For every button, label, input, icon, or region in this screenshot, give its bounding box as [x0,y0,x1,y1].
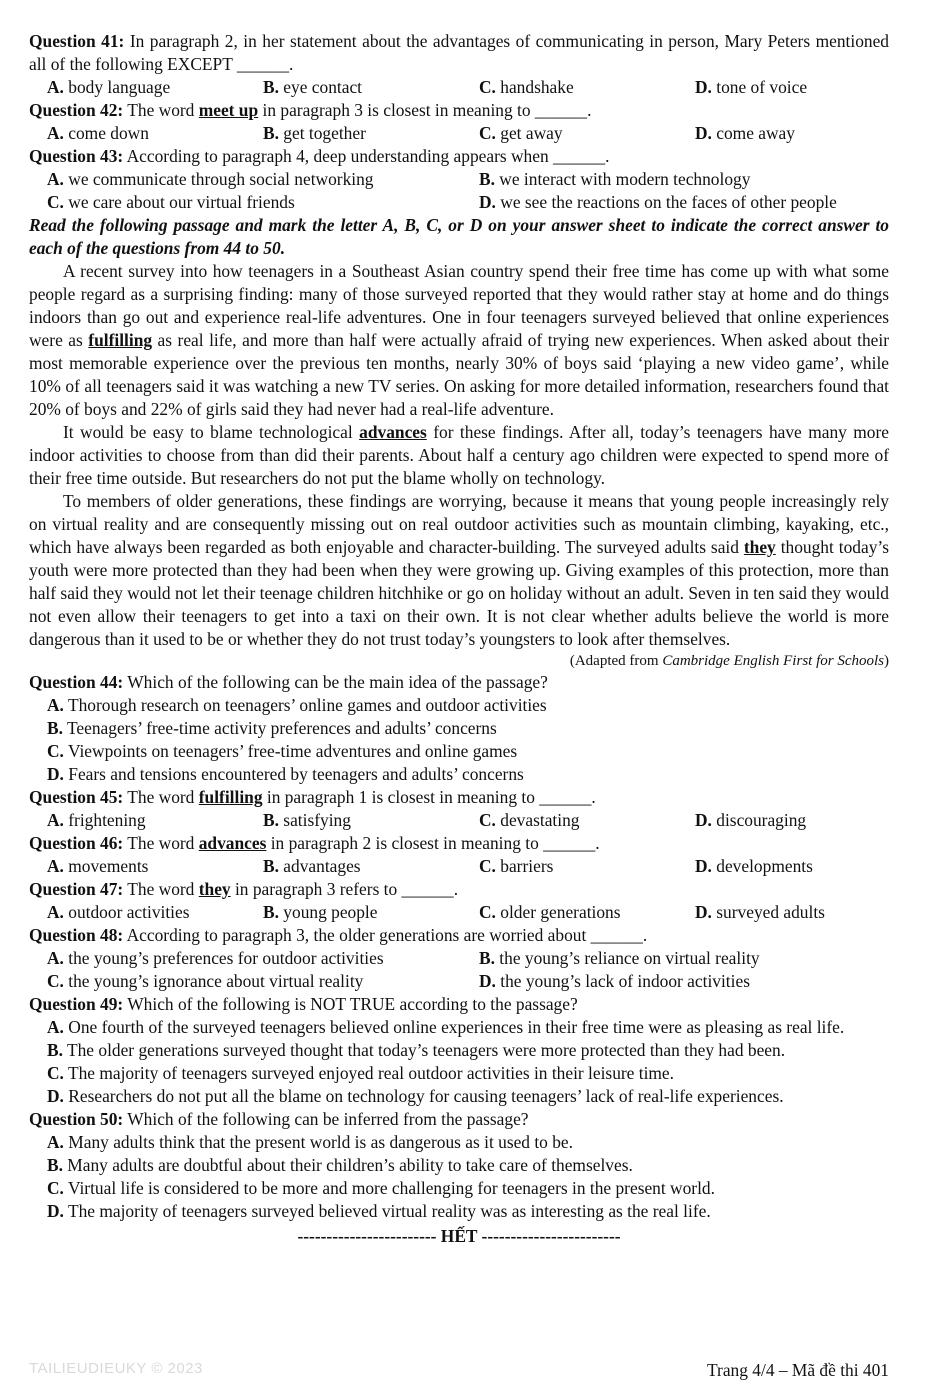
question-41 [29,30,889,76]
question-stem-pre: The word [123,100,199,120]
option-letter: D. [695,810,712,830]
option-letter: D. [695,856,712,876]
option-letter: A. [47,77,64,97]
question-stem: Which of the following is NOT TRUE according to the passage? [123,994,578,1014]
option-text: Virtual life is considered to be more and more challenging for teenagers in the present world. [63,1178,715,1198]
question-stem-pre: The word [123,787,199,807]
option-a[interactable] [47,947,479,970]
question-50 [29,1108,889,1131]
option-letter: A. [47,902,64,922]
question-label: Question 44: [29,672,124,692]
option-letter: A. [47,948,64,968]
option-a[interactable] [47,809,263,832]
option-text: Researchers do not put all the blame on technology for causing teenagers’ lack of real-life experiences. [63,1086,784,1106]
option-letter: A. [47,695,64,715]
question-stem-post: in paragraph 3 is closest in meaning to ______. [258,100,592,120]
option-letter: D. [479,192,496,212]
question-label: Question 41: [29,31,125,51]
option-letter: A. [47,123,64,143]
passage-text: To members of older generations, these findings are worrying, because it means that young people increasingly rely on virtual reality and are consequently missing out on real outdoor activities such as mountain climbing, kayaking, etc., which have always been regarded as both enjoyable and character-building. The surveyed adults said [29,491,889,557]
passage-text: It would be easy to blame technological [63,422,360,442]
option-text: tone of voice [711,77,808,97]
question-label: Question 49: [29,994,124,1014]
options-46 [29,855,889,878]
option-b[interactable] [263,855,479,878]
option-letter: A. [47,856,64,876]
option-d[interactable] [695,76,807,99]
option-letter: B. [263,856,279,876]
option-d[interactable] [695,901,825,924]
option-text: movements [63,856,149,876]
option-letter: C. [479,810,496,830]
option-text: One fourth of the surveyed teenagers believed online experiences in their free time were as pleasing as real life. [63,1017,845,1037]
option-letter: D. [695,902,712,922]
passage-text: as real life, and more than half were actually afraid of trying new experiences. When asked about their most memorable experience over the previous ten months, nearly 30% of boys said ‘playing a new video game’, while 10% of all teenagers said it was watching a new TV series. On asking for more detailed information, researchers found that 20% of boys and 22% of girls said they had never had a real-life adventure. [29,330,889,419]
question-42 [29,99,889,122]
options-48-row1 [29,947,889,970]
option-letter: A. [47,1017,64,1037]
options-41 [29,76,889,99]
passage-paragraph-1 [29,260,889,421]
options-43-row2 [29,191,889,214]
question-stem-pre: The word [123,879,199,899]
options-43-row1 [29,168,889,191]
question-stem-post: in paragraph 3 refers to ______. [230,879,459,899]
options-45 [29,809,889,832]
option-text: come away [711,123,795,143]
option-b[interactable] [29,717,889,740]
question-stem: According to paragraph 3, the older generations are worried about ______. [123,925,648,945]
option-text: Fears and tensions encountered by teenagers and adults’ concerns [63,764,524,784]
watermark: TAILIEUDIEUKY © 2023 [29,1360,203,1377]
option-b[interactable] [263,901,479,924]
option-letter: D. [47,1201,64,1221]
options-48-row2 [29,970,889,993]
option-text: the young’s ignorance about virtual reality [63,971,364,991]
option-letter: C. [479,856,496,876]
option-letter: A. [47,810,64,830]
highlighted-word: fulfilling [198,787,263,807]
passage-text: A recent survey into how teenagers in a Southeast Asian country spend their free time has come up with what some people regard as a surprising finding: many of those surveyed reported that they would rather stay at home and do things indoors than go out and experience real-life adventures. One in four teenagers surveyed believed that online experiences were as [29,261,889,350]
question-label: Question 42: [29,100,124,120]
option-d[interactable] [479,191,837,214]
option-text: we communicate through social networking [63,169,374,189]
option-text: we see the reactions on the faces of other people [495,192,837,212]
option-c[interactable] [47,191,479,214]
option-letter: C. [479,77,496,97]
option-text: advantages [278,856,361,876]
passage-paragraph-2 [29,421,889,490]
option-text: The majority of teenagers surveyed enjoyed real outdoor activities in their leisure time. [63,1063,675,1083]
option-text: frightening [63,810,146,830]
option-text: surveyed adults [711,902,825,922]
highlighted-word: they [743,537,776,557]
option-c[interactable] [29,1177,889,1200]
highlighted-word: they [198,879,231,899]
option-text: outdoor activities [63,902,190,922]
option-d[interactable] [29,1200,889,1223]
question-44 [29,671,889,694]
question-stem: According to paragraph 4, deep understanding appears when ______. [123,146,610,166]
source-suffix: ) [884,653,889,669]
source-prefix: (Adapted from [569,653,663,669]
option-d[interactable] [29,1085,889,1108]
option-letter: D. [695,123,712,143]
question-stem-post: in paragraph 1 is closest in meaning to ______. [262,787,596,807]
option-letter: B. [47,718,63,738]
question-stem: Which of the following can be inferred from the passage? [123,1109,529,1129]
option-text: satisfying [278,810,351,830]
option-text: The older generations surveyed thought that today’s teenagers were more protected than they had been. [62,1040,786,1060]
passage-text: for these findings. After all, today’s teenagers have many more indoor activities to choose from than did their parents. About half a century ago children were expected to spend more of their free time outside. But researchers do not put the blame wholly on technology. [29,422,890,488]
option-text: the young’s preferences for outdoor activities [63,948,384,968]
question-43 [29,145,889,168]
option-a[interactable] [29,694,889,717]
option-letter: B. [479,948,495,968]
option-text: Viewpoints on teenagers’ free-time adventures and online games [63,741,518,761]
passage-source [29,651,889,671]
option-b[interactable] [263,122,479,145]
option-letter: B. [263,902,279,922]
option-text: we care about our virtual friends [63,192,295,212]
question-label: Question 46: [29,833,124,853]
option-c[interactable] [47,970,479,993]
highlighted-word: advances [198,833,267,853]
option-text: Thorough research on teenagers’ online games and outdoor activities [63,695,547,715]
exam-page [29,30,889,1248]
question-stem-post: in paragraph 2 is closest in meaning to ______. [266,833,600,853]
option-a[interactable] [29,1131,889,1154]
options-47 [29,901,889,924]
passage-paragraph-3 [29,490,889,651]
option-letter: B. [479,169,495,189]
option-c[interactable] [479,122,695,145]
option-b[interactable] [29,1154,889,1177]
option-letter: C. [47,192,64,212]
option-text: the young’s lack of indoor activities [495,971,750,991]
option-d[interactable] [695,122,795,145]
option-d[interactable] [695,855,813,878]
question-label: Question 50: [29,1109,124,1129]
option-letter: A. [47,169,64,189]
question-label: Question 43: [29,146,124,166]
section-instruction: Read the following passage and mark the letter A, B, C, or D on your answer sheet to indicate the correct answer to each of the questions from 44 to 50. [29,215,889,258]
option-letter: C. [479,902,496,922]
option-text: Teenagers’ free-time activity preferences and adults’ concerns [62,718,497,738]
option-text: come down [63,123,149,143]
option-text: discouraging [711,810,807,830]
option-letter: D. [47,1086,64,1106]
question-46 [29,832,889,855]
option-letter: C. [47,1178,64,1198]
page-number: Trang 4/4 – Mã đề thi 401 [707,1360,889,1380]
end-marker: ------------------------ HẾT ------------------------ [297,1226,621,1246]
option-c[interactable] [479,855,695,878]
question-48 [29,924,889,947]
page-footer [29,1360,889,1384]
option-letter: A. [47,1132,64,1152]
question-stem: Which of the following can be the main idea of the passage? [123,672,548,692]
option-letter: B. [47,1040,63,1060]
option-letter: B. [263,77,279,97]
option-a[interactable] [47,122,263,145]
option-letter: D. [695,77,712,97]
question-49 [29,993,889,1016]
option-letter: B. [263,123,279,143]
option-text: older generations [495,902,621,922]
question-label: Question 45: [29,787,124,807]
option-a[interactable] [47,168,479,191]
option-b[interactable] [263,76,479,99]
option-d[interactable] [695,809,806,832]
question-45 [29,786,889,809]
option-text: the young’s reliance on virtual reality [494,948,760,968]
option-letter: C. [479,123,496,143]
option-d[interactable] [479,970,750,993]
option-a[interactable] [29,1016,889,1039]
question-47 [29,878,889,901]
option-b[interactable] [29,1039,889,1062]
option-c[interactable] [479,901,695,924]
option-c[interactable] [479,809,695,832]
option-b[interactable] [479,168,750,191]
option-letter: C. [47,741,64,761]
question-label: Question 48: [29,925,124,945]
option-text: The majority of teenagers surveyed believed virtual reality was as interesting as the real life. [63,1201,711,1221]
option-a[interactable] [47,901,263,924]
option-letter: B. [47,1155,63,1175]
option-letter: D. [479,971,496,991]
question-label: Question 47: [29,879,124,899]
question-stem-pre: The word [123,833,199,853]
source-title: Cambridge English First for Schools [662,653,884,669]
option-text: Many adults think that the present world is as dangerous as it used to be. [63,1132,573,1152]
option-text: get together [278,123,366,143]
option-text: get away [495,123,563,143]
option-text: body language [63,77,171,97]
highlighted-word: advances [359,422,427,442]
option-text: we interact with modern technology [494,169,751,189]
option-letter: D. [47,764,64,784]
option-letter: C. [47,1063,64,1083]
options-42 [29,122,889,145]
question-stem: In paragraph 2, in her statement about the advantages of communicating in person, Mary Peters mentioned all of the following EXCEPT ______. [29,31,889,74]
passage-text: thought today’s youth were more protected than they had been when they were growing up. Giving examples of this protection, more than half said they would not let their teenage children hitchhike or go on holiday without an adult. Seven in ten said they would not even allow their teenagers to get into a taxi on their own. It is not clear whether adults believe the world is more dangerous than it used to be or whether they do not trust today’s youngsters to look after themselves. [29,537,889,649]
option-letter: C. [47,971,64,991]
option-text: eye contact [278,77,362,97]
option-c[interactable] [29,1062,889,1085]
option-a[interactable] [47,76,263,99]
option-c[interactable] [29,740,889,763]
option-c[interactable] [479,76,695,99]
highlighted-word: meet up [198,100,259,120]
option-text: Many adults are doubtful about their children’s ability to take care of themselves. [62,1155,633,1175]
option-a[interactable] [47,855,263,878]
option-d[interactable] [29,763,889,786]
option-text: devastating [495,810,580,830]
option-text: barriers [495,856,554,876]
option-text: young people [278,902,378,922]
option-text: handshake [495,77,574,97]
option-text: developments [711,856,813,876]
highlighted-word: fulfilling [88,330,153,350]
option-b[interactable] [263,809,479,832]
option-letter: B. [263,810,279,830]
option-b[interactable] [479,947,760,970]
